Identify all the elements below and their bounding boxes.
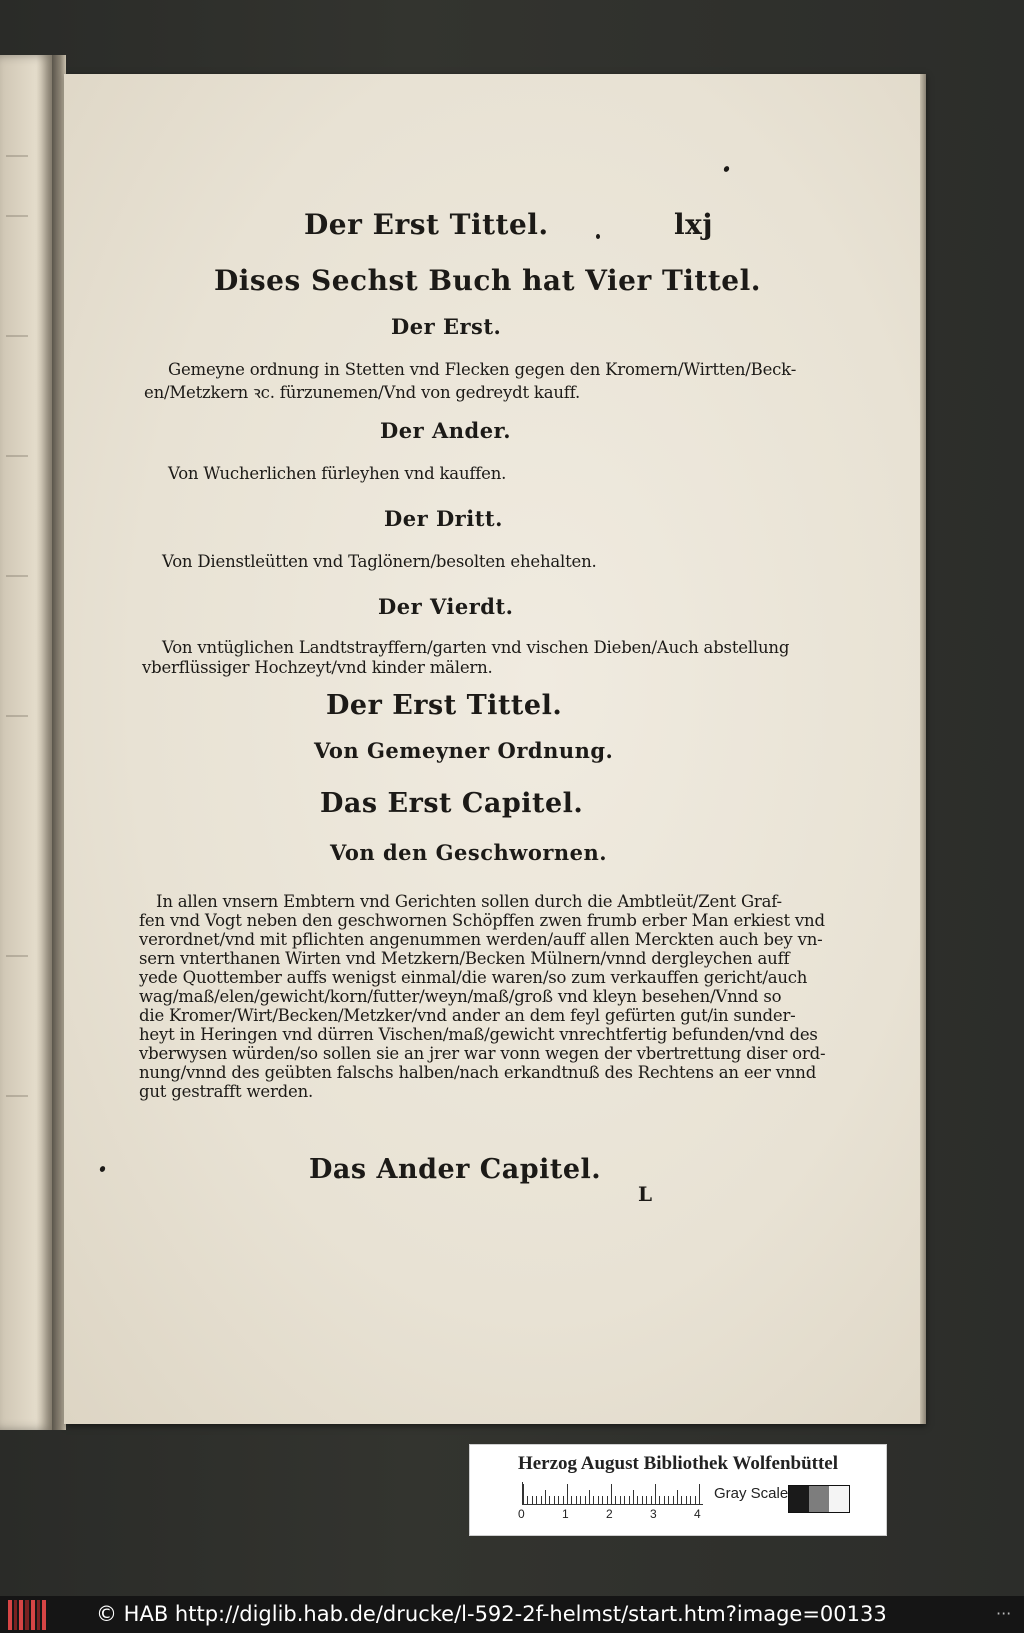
ruler-number: 4 <box>694 1507 701 1521</box>
ruler-tick <box>655 1484 656 1504</box>
body-line: sern vnterthanen Wirten vnd Metzkern/Becken Mülnern/vnnd dergleychen auff <box>139 949 790 968</box>
chapter-title: Das Erst Capitel. <box>320 788 584 819</box>
ruler-tick <box>690 1496 691 1504</box>
ruler-tick <box>549 1496 550 1504</box>
book-title: Dises Sechst Buch hat Vier Tittel. <box>214 264 761 297</box>
ruler-tick <box>527 1496 528 1504</box>
ruler-tick <box>593 1496 594 1504</box>
ruler-tick <box>589 1490 590 1504</box>
section-subtitle: Von Gemeyner Ordnung. <box>314 738 614 763</box>
hab-logo-icon[interactable] <box>8 1600 46 1630</box>
ruler-tick <box>620 1496 621 1504</box>
toc-text-line: Von Wucherlichen fürleyhen vnd kauffen. <box>168 464 507 483</box>
ruler-tick <box>541 1496 542 1504</box>
ruler-tick <box>651 1496 652 1504</box>
body-line: wag/maß/elen/gewicht/korn/futter/weyn/maß/groß vnd kleyn besehen/Vnnd so <box>139 987 782 1006</box>
toc-text-line: en/Metzkern ꝛc. fürzunemen/Vnd von gedreydt kauff. <box>144 383 581 402</box>
ruler-tick <box>532 1496 533 1504</box>
ruler-tick <box>673 1496 674 1504</box>
body-line: nung/vnnd des geübten falschs halben/nach erkandtnuß des Rechtens an eer vnnd <box>139 1063 817 1082</box>
printed-page <box>64 74 924 1424</box>
gray-scale-swatches <box>788 1485 850 1513</box>
ruler-tick <box>677 1490 678 1504</box>
ruler-tick <box>585 1496 586 1504</box>
body-line: die Kromer/Wirt/Becken/Metzker/vnd ander an dem feyl gefürten gut/in sunder- <box>139 1006 796 1025</box>
toc-heading: Der Vierdt. <box>378 594 514 619</box>
ruler-number: 2 <box>606 1507 613 1521</box>
more-menu-icon[interactable]: ··· <box>996 1604 1012 1623</box>
ruler-tick <box>558 1496 559 1504</box>
ruler-tick <box>554 1496 555 1504</box>
ruler-tick <box>686 1496 687 1504</box>
chapter-subtitle: Von den Geschwornen. <box>330 840 608 865</box>
ruler-tick <box>633 1490 634 1504</box>
ruler-tick <box>629 1496 630 1504</box>
folio-number: lxj <box>674 208 713 241</box>
viewer-footer-bar <box>0 1596 1024 1633</box>
ruler-tick <box>646 1496 647 1504</box>
ruler-number: 3 <box>650 1507 657 1521</box>
ruler-tick <box>695 1496 696 1504</box>
body-line: heyt in Heringen vnd dürren Vischen/maß/gewicht vnrechtfertig befunden/vnd des <box>139 1025 818 1044</box>
ruler-tick <box>563 1496 564 1504</box>
ruler-tick <box>598 1496 599 1504</box>
ruler-tick <box>681 1496 682 1504</box>
ruler-tick <box>642 1496 643 1504</box>
toc-heading: Der Ander. <box>380 418 511 443</box>
toc-text-line: Von vntüglichen Landtstrayffern/garten vnd vischen Dieben/Auch abstellung <box>162 638 790 657</box>
card-title: Herzog August Bibliothek Wolfenbüttel <box>517 1453 839 1474</box>
toc-text-line: Gemeyne ordnung in Stetten vnd Flecken gegen den Kromern/Wirtten/Beck- <box>168 360 797 379</box>
color-reference-card <box>469 1444 887 1536</box>
ruler-tick <box>571 1496 572 1504</box>
ruler-tick <box>668 1496 669 1504</box>
copyright-link[interactable]: © HAB http://diglib.hab.de/drucke/l-592-2f-helmst/start.htm?image=00133 <box>96 1602 887 1626</box>
body-line: In allen vnsern Embtern vnd Gerichten sollen durch die Ambtleüt/Zent Graf- <box>156 892 782 911</box>
toc-heading: Der Dritt. <box>384 506 503 531</box>
ruler-tick <box>637 1496 638 1504</box>
ruler-tick <box>576 1496 577 1504</box>
next-chapter-title: Das Ander Capitel. <box>309 1154 602 1185</box>
ruler-tick <box>611 1484 612 1504</box>
toc-text-line: vberflüssiger Hochzeyt/vnd kinder mälern. <box>142 658 493 677</box>
running-head: Der Erst Tittel. <box>304 208 549 241</box>
body-line: verordnet/vnd mit pflichten angenummen werden/auff allen Merckten auch bey vn- <box>139 930 823 949</box>
ruler-tick <box>659 1496 660 1504</box>
ruler-tick <box>580 1496 581 1504</box>
ruler-tick <box>607 1496 608 1504</box>
gray-swatch <box>829 1486 849 1512</box>
section-title: Der Erst Tittel. <box>326 690 563 721</box>
ruler-tick <box>699 1484 700 1504</box>
body-line: gut gestrafft werden. <box>139 1082 314 1101</box>
signature-mark: L <box>638 1182 653 1206</box>
ruler-tick <box>536 1496 537 1504</box>
ruler-number: 0 <box>518 1507 525 1521</box>
ruler-tick <box>567 1484 568 1504</box>
gray-scale-label: Gray Scale <box>714 1485 789 1502</box>
gray-swatch <box>809 1486 829 1512</box>
measurement-ruler <box>522 1482 703 1505</box>
ruler-tick <box>664 1496 665 1504</box>
ruler-tick <box>602 1496 603 1504</box>
gray-swatch <box>789 1486 809 1512</box>
body-line: vberwysen würden/so sollen sie an jrer war vonn wegen der vbertrettung diser ord- <box>139 1044 826 1063</box>
toc-heading: Der Erst. <box>391 314 502 339</box>
body-line: fen vnd Vogt neben den geschwornen Schöpffen zwen frumb erber Man erkiest vnd <box>139 911 825 930</box>
ruler-tick <box>545 1490 546 1504</box>
ruler-tick <box>615 1496 616 1504</box>
ruler-tick <box>523 1484 524 1504</box>
toc-text-line: Von Dienstleütten vnd Taglönern/besolten ehehalten. <box>162 552 597 571</box>
left-page-edge <box>0 55 52 1430</box>
page-edge-right <box>920 74 926 1424</box>
ruler-tick <box>624 1496 625 1504</box>
ruler-number: 1 <box>562 1507 569 1521</box>
body-line: yede Quottember auffs wenigst einmal/die waren/so zum verkauffen gericht/auch <box>139 968 808 987</box>
